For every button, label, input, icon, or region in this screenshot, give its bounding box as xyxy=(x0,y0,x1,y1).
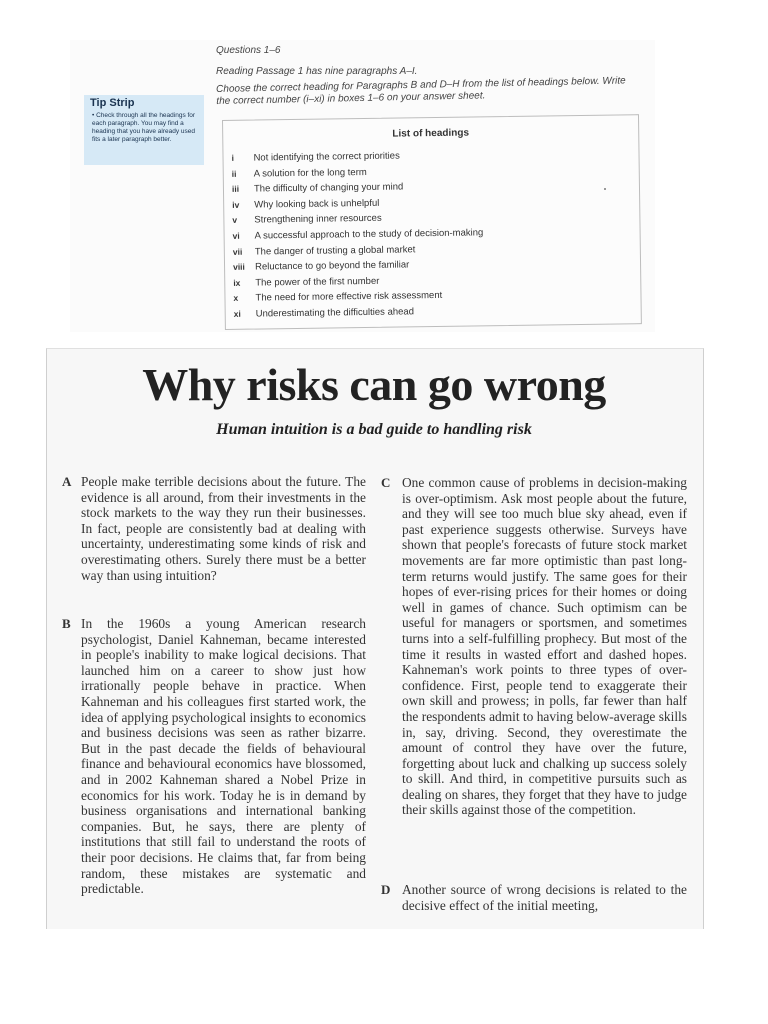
heading-text: Why looking back is unhelpful xyxy=(254,197,380,211)
heading-number: i xyxy=(231,152,234,163)
heading-number: ii xyxy=(231,168,237,179)
heading-number: ix xyxy=(233,277,241,288)
paragraph-a: People make terrible decisions about the future. The evidence is all around, from their investments in the stock markets to the way they run their businesses. In fact, people are consistently bad at dealing with uncertainty, underestimating some kinds of risk and overestimating others. Surely there must be a better way than using intuition? xyxy=(81,474,366,583)
headings-title: List of headings xyxy=(392,127,470,140)
paragraph-letter-a: A xyxy=(62,474,72,489)
questions-title: Questions 1–6 xyxy=(216,45,281,56)
paragraph-letter-c: C xyxy=(381,475,391,490)
tip-strip-text: • Check through all the headings for each paragraph. You may find a heading that you have already used fits a later paragraph better. xyxy=(92,112,196,143)
headings-list xyxy=(231,147,633,324)
heading-text: The need for more effective risk assessment xyxy=(255,290,443,304)
article-title: Why risks can go wrong xyxy=(142,359,606,410)
paragraph-letter-b: B xyxy=(62,616,71,631)
paragraph-c: One common cause of problems in decision-making is over-optimism. Ask most people about the future, and they will see too much blue sky ahead, even if past experience suggests otherwise. Surveys have shown that people's forecasts of future stock market movements are far more optimistic than past long-term returns would justify. The same goes for their hopes of ever-rising prices for their homes or doing well in games of chance. Such optimism can be useful for managers or sportsmen, and sometimes turns into a self-fulfilling prophecy. But most of the time it results in wasted effort and dashed hopes. Kahneman's work points to three types of over-confidence. First, people tend to exaggerate their own skill and prowess; in polls, far fewer than half the respondents admit to having below-average skills in, say, driving. Second, they overestimate the amount of control they have over the future, forgetting about luck and chalking up success solely to skill. And third, in competitive pursuits such as dealing on shares, they forget that they have to judge their skills against those of the competition. xyxy=(402,475,687,818)
questions-intro: Reading Passage 1 has nine paragraphs A–I. xyxy=(216,66,418,77)
paragraph-b: In the 1960s a young American research psychologist, Daniel Kahneman, became interested in people's inability to make logical decisions. That launched him on a career to show just how irrationally people behave in practice. When Kahneman and his colleagues first started work, the idea of applying psychological insights to economics and business decisions was seen as rather bizarre. But in the past decade the fields of behavioural finance and behavioural economics have blossomed, and in 2002 Kahneman shared a Nobel Prize in economics for his work. Today he is in demand by business organisations and international banking companies. But, he says, there are plenty of institutions that still fail to understand the roots of their poor decisions. He claims that, far from being random, these mistakes are systematic and predictable. xyxy=(81,616,366,897)
paragraph-letter-d: D xyxy=(381,882,391,897)
paragraph-d: Another source of wrong decisions is related to the decisive effect of the initial meeting, xyxy=(402,882,687,913)
heading-text: The power of the first number xyxy=(255,275,380,289)
heading-number: vii xyxy=(232,246,243,257)
heading-text: A solution for the long term xyxy=(253,166,367,180)
heading-number: vi xyxy=(232,230,240,241)
heading-number: xi xyxy=(233,308,241,319)
heading-text: The danger of trusting a global market xyxy=(254,243,416,258)
scan-speck xyxy=(604,188,606,190)
questions-instruction: Choose the correct heading for Paragraphs B and D–H from the list of headings below. Write the correct number (i–xi) in boxes 1–6 on your answer sheet. xyxy=(216,75,626,107)
article-subtitle: Human intuition is a bad guide to handling risk xyxy=(216,421,532,438)
list-of-headings xyxy=(222,114,642,330)
heading-text: Reluctance to go beyond the familiar xyxy=(254,259,410,273)
heading-number: viii xyxy=(232,261,245,273)
heading-text: Not identifying the correct priorities xyxy=(253,150,400,164)
heading-number: x xyxy=(233,293,239,304)
heading-number: iii xyxy=(231,183,240,195)
heading-text: Strengthening inner resources xyxy=(254,213,382,226)
heading-text: Underestimating the difficulties ahead xyxy=(255,306,415,320)
heading-number: iv xyxy=(232,199,240,210)
heading-text: A successful approach to the study of decision-making xyxy=(254,227,484,242)
tip-strip xyxy=(84,95,204,165)
heading-text: The difficulty of changing your mind xyxy=(253,181,404,195)
tip-strip-title: Tip Strip xyxy=(90,97,135,109)
heading-number: v xyxy=(232,215,238,226)
